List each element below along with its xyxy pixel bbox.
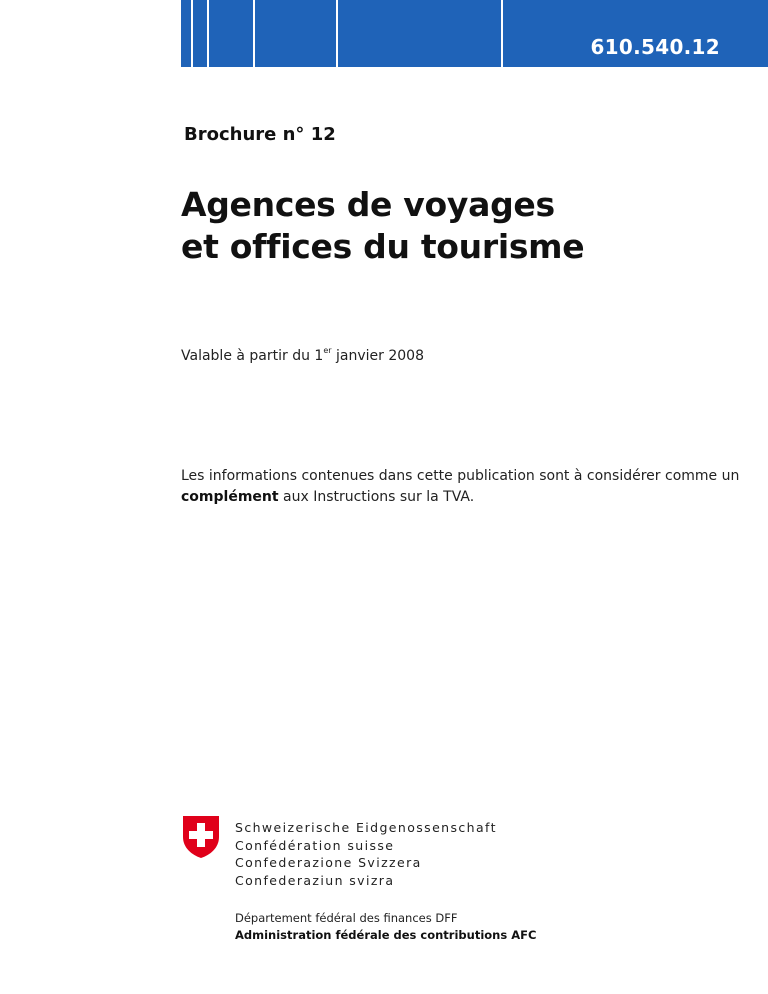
department-block bbox=[235, 910, 536, 944]
confederation-name-rm: Confederaziun svizra bbox=[235, 872, 395, 888]
info-paragraph bbox=[181, 466, 741, 508]
validity-suffix: janvier 2008 bbox=[331, 348, 424, 364]
header-rule bbox=[207, 0, 209, 67]
department-name: Département fédéral des finances DFF bbox=[235, 911, 458, 925]
confederation-name-it: Confederazione Svizzera bbox=[235, 855, 422, 870]
header-rule bbox=[501, 0, 503, 67]
document-number: 610.540.12 bbox=[590, 35, 720, 59]
info-emphasis: complément bbox=[181, 489, 279, 505]
validity-date bbox=[181, 348, 424, 364]
swiss-cross-shield-icon bbox=[181, 815, 221, 859]
administration-name: Administration fédérale des contributions AFC bbox=[235, 928, 537, 942]
confederation-name-de: Schweizerische Eidgenossenschaft bbox=[235, 820, 497, 835]
info-text-1: Les informations contenues dans cette publication sont à considérer comme un bbox=[181, 468, 740, 484]
title-line-1: Agences de voyages bbox=[181, 185, 555, 224]
confederation-names bbox=[235, 819, 497, 889]
header-rule bbox=[191, 0, 193, 67]
validity-ordinal: er bbox=[323, 346, 332, 355]
header-rule bbox=[336, 0, 338, 67]
page-title bbox=[181, 184, 584, 268]
brochure-label: Brochure n° 12 bbox=[184, 124, 336, 145]
header-band bbox=[181, 0, 768, 67]
info-text-2: aux Instructions sur la TVA. bbox=[278, 489, 475, 505]
header-rule bbox=[253, 0, 255, 67]
validity-prefix: Valable à partir du 1 bbox=[181, 348, 324, 364]
title-line-2: et offices du tourisme bbox=[181, 227, 585, 266]
confederation-name-fr: Confédération suisse bbox=[235, 837, 395, 853]
